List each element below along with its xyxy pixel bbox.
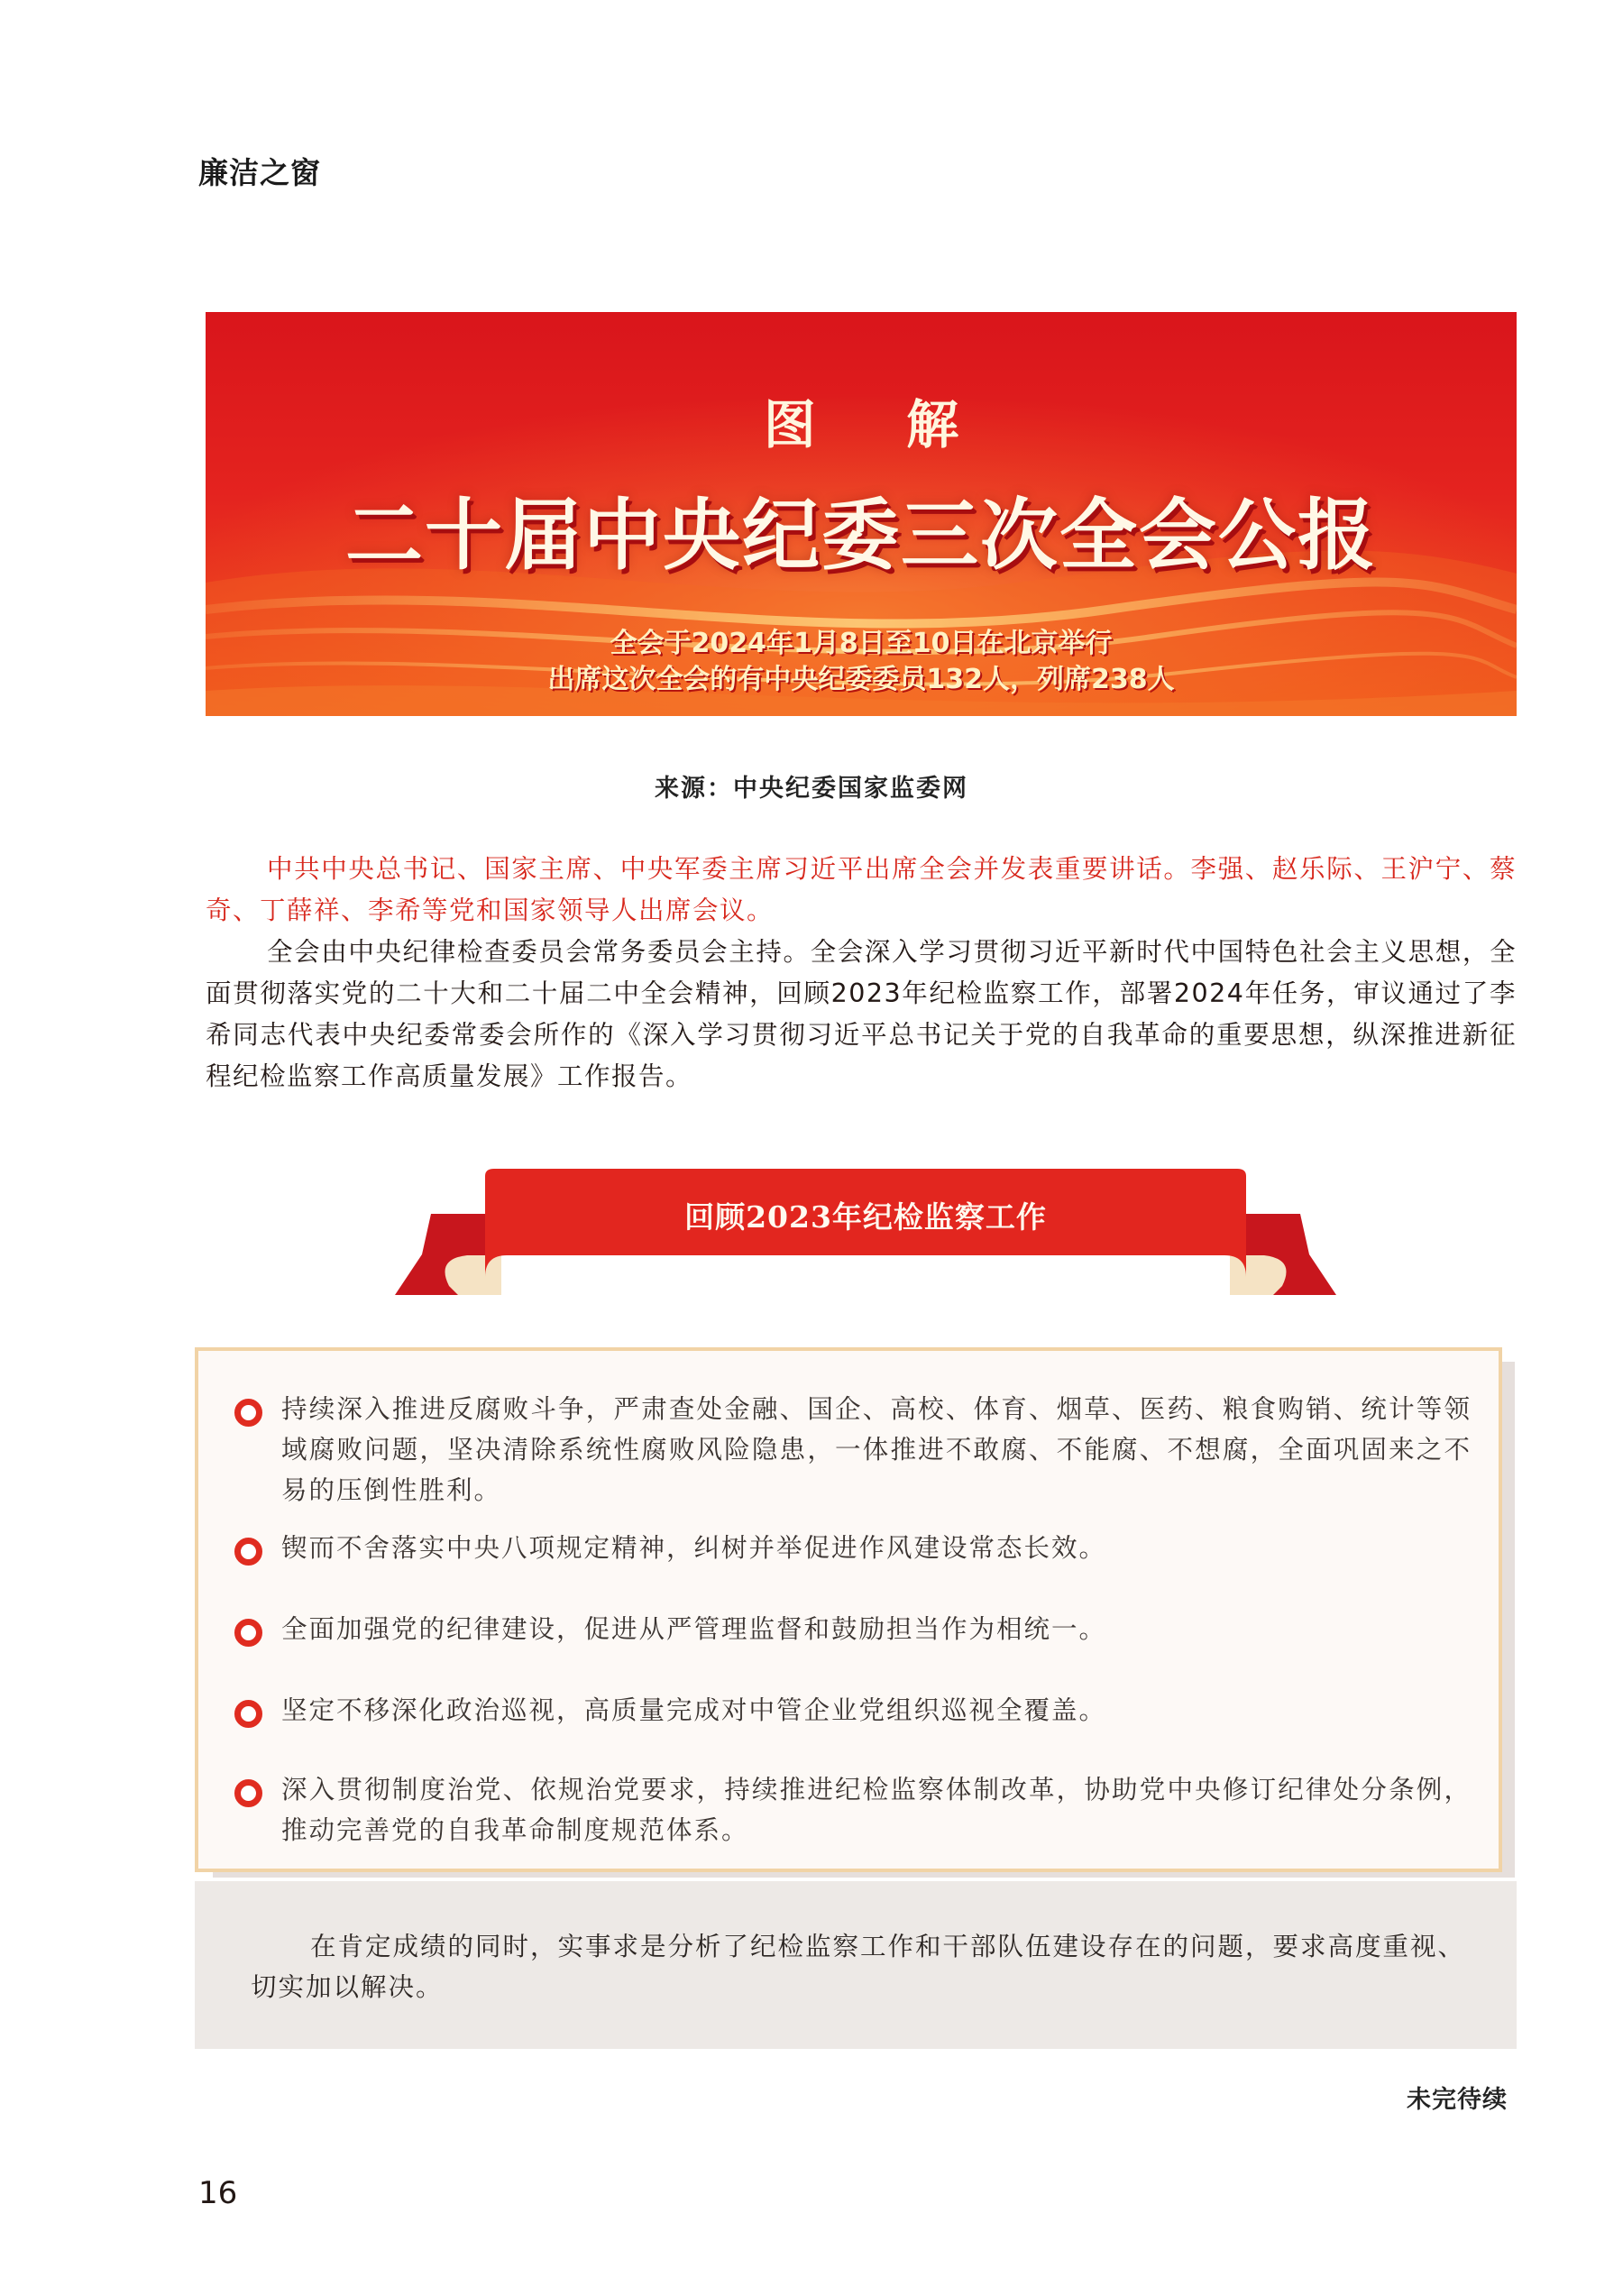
banner-subtitle-line1: 全会于2024年1月8日至10日在北京举行 <box>610 628 1113 659</box>
note-panel <box>195 1881 1517 2049</box>
intro-paragraph: 全会由中央纪律检查委员会常务委员会主持。全会深入学习贯彻习近平新时代中国特色社会主义思想，全面贯彻落实党的二十大和二十届二中全会精神，回顾2023年纪检监察工作，部署2024年任务，审议通过了李希同志代表中央纪委常委会所作的《深入学习贯彻习近平总书记关于党的自我革命的重要思想，纵深推进新征程纪检监察工作高质量发展》工作报告。 <box>206 937 1517 1091</box>
review-item-text: 深入贯彻制度治党、依规治党要求，持续推进纪检监察体制改革，协助党中央修订纪律处分条例，推动完善党的自我革命制度规范体系。 <box>281 1775 1472 1845</box>
review-box <box>195 1347 1502 1872</box>
intro-paragraph-red: 中共中央总书记、国家主席、中央军委主席习近平出席全会并发表重要讲话。李强、赵乐际、王沪宁、蔡奇、丁薛祥、李希等党和国家领导人出席会议。 <box>206 854 1517 925</box>
section-ribbon <box>395 1169 1336 1295</box>
section-name: 廉洁之窗 <box>198 155 321 190</box>
title-banner <box>206 312 1517 716</box>
bullet-ring-icon <box>234 1779 262 1807</box>
bullet-ring-icon <box>234 1700 262 1728</box>
review-item-text: 坚定不移深化政治巡视，高质量完成对中管企业党组织巡视全覆盖。 <box>281 1695 1107 1725</box>
source-credit: 来源：中央纪委国家监委网 <box>655 775 968 803</box>
banner-title: 二十届中央纪委三次全会公报 <box>345 490 1377 581</box>
review-item-text: 锲而不舍落实中央八项规定精神，纠树并举促进作风建设常态长效。 <box>281 1533 1107 1563</box>
banner-kicker: 图 解 <box>763 394 995 455</box>
review-item-text: 全面加强党的纪律建设，促进从严管理监督和鼓励担当作为相统一。 <box>281 1614 1107 1644</box>
bullet-ring-icon <box>234 1399 262 1427</box>
to-be-continued: 未完待续 <box>1407 2086 1508 2114</box>
note-text: 在肯定成绩的同时，实事求是分析了纪检监察工作和干部队伍建设存在的问题，要求高度重视、切实加以解决。 <box>251 1932 1466 2002</box>
banner-subtitle-line2: 出席这次全会的有中央纪委委员132人，列席238人 <box>547 664 1175 695</box>
bullet-ring-icon <box>234 1538 262 1566</box>
ribbon-label: 回顾2023年纪检监察工作 <box>684 1199 1047 1235</box>
bullet-ring-icon <box>234 1619 262 1647</box>
page-number: 16 <box>198 2175 238 2211</box>
review-item-text: 持续深入推进反腐败斗争，严肃查处金融、国企、高校、体育、烟草、医药、粮食购销、统计等领域腐败问题，坚决清除系统性腐败风险隐患，一体推进不敢腐、不能腐、不想腐，全面巩固来之不易的压倒性胜利。 <box>281 1394 1472 1505</box>
